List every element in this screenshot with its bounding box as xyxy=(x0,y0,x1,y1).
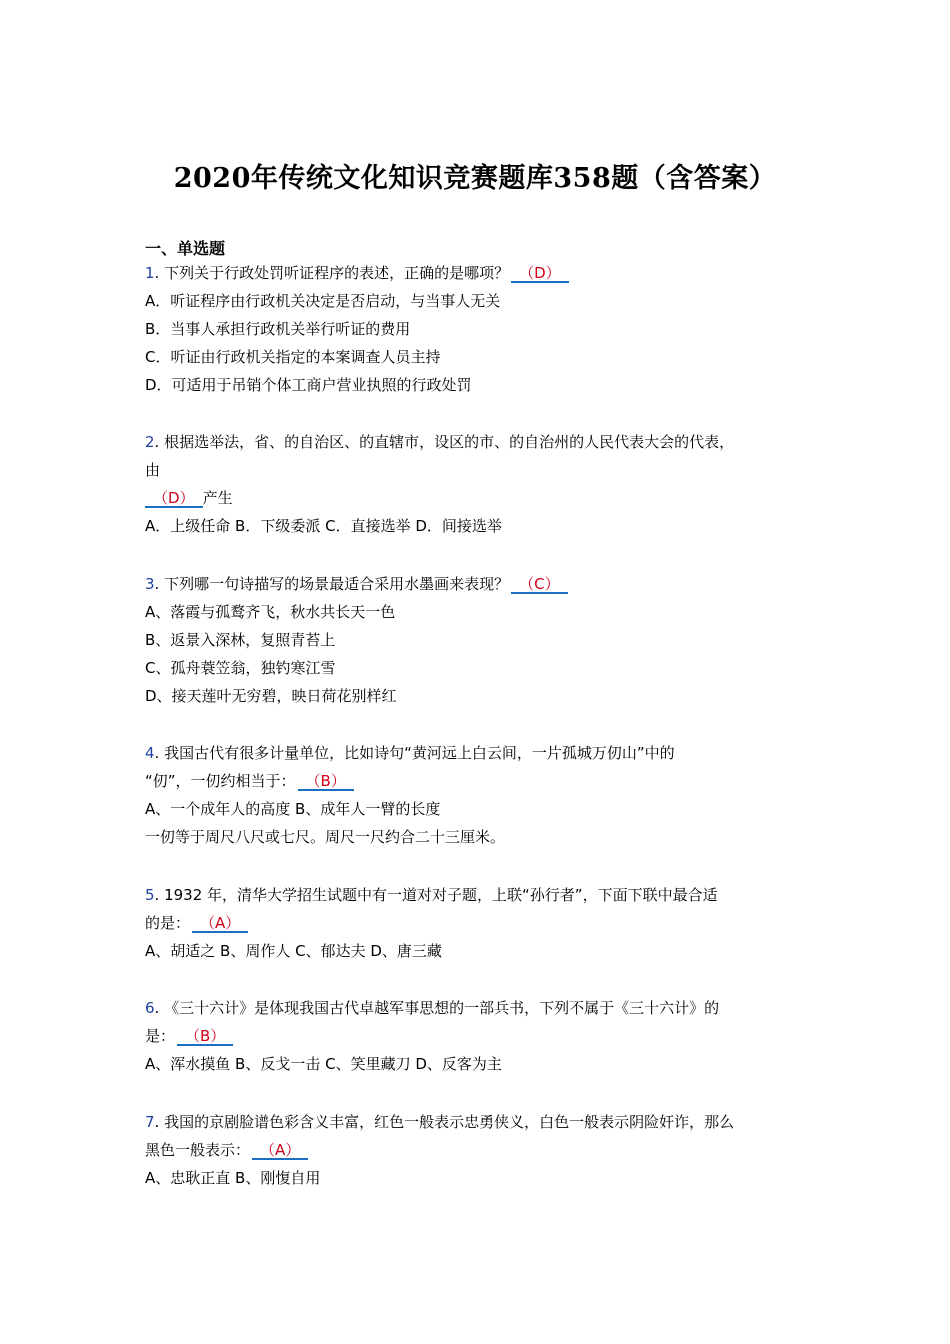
option-line: A．听证程序由行政机关决定是否启动，与当事人无关 xyxy=(145,292,501,310)
option-line: A、忠耿正直 B、刚愎自用 xyxy=(145,1169,321,1187)
question-number: 2 xyxy=(145,433,155,451)
question-text: 是： xyxy=(145,1027,176,1045)
answer-suffix: 产生 xyxy=(202,489,233,507)
question-1-stem xyxy=(145,263,569,283)
answer-line xyxy=(145,488,233,508)
question-text: 黑色一般表示： xyxy=(145,1141,251,1159)
question-text-continued xyxy=(145,1140,308,1160)
answer-mark: （A） xyxy=(252,1142,308,1160)
page-title: 2020年传统文化知识竞赛题库358题（含答案） xyxy=(173,163,777,194)
question-text: . 我国的京剧脸谱色彩含义丰富，红色一般表示忠勇侠义，白色一般表示阴险奸诈，那么 xyxy=(154,1113,735,1131)
answer-mark: （C） xyxy=(511,576,567,594)
question-number: 1 xyxy=(145,264,155,282)
question-number: 7 xyxy=(145,1113,155,1131)
question-5-stem xyxy=(145,885,718,905)
section-heading: 一、单选题 xyxy=(145,239,226,258)
question-number: 4 xyxy=(145,744,155,762)
answer-mark: （B） xyxy=(298,773,354,791)
question-text: . 1932 年，清华大学招生试题中有一道对对子题，上联“孙行者”，下面下联中最合适 xyxy=(154,886,718,904)
option-line: B、返景入深林，复照青苔上 xyxy=(145,631,336,649)
question-text-continued xyxy=(145,1026,233,1046)
option-line: D、接天莲叶无穷碧，映日荷花别样红 xyxy=(145,687,397,705)
question-4-stem xyxy=(145,743,675,763)
question-number: 6 xyxy=(145,999,155,1017)
option-line: B．当事人承担行政机关举行听证的费用 xyxy=(145,320,411,338)
question-text: “仞”，一仞约相当于： xyxy=(145,772,296,790)
question-text-continued xyxy=(145,771,354,791)
question-text: . 根据选举法，省、的自治区、的直辖市，设区的市、的自治州的人民代表大会的代表， xyxy=(154,433,735,451)
question-text: . 下列哪一句诗描写的场景最适合采用水墨画来表现？ xyxy=(154,575,510,593)
answer-mark: （B） xyxy=(177,1028,233,1046)
question-text: . 我国古代有很多计量单位，比如诗句“黄河远上白云间，一片孤城万仞山”中的 xyxy=(154,744,675,762)
explanation-line: 一仞等于周尺八尺或七尺。周尺一尺约合二十三厘米。 xyxy=(145,828,506,846)
question-3-stem xyxy=(145,574,568,594)
question-text: . 下列关于行政处罚听证程序的表述，正确的是哪项？ xyxy=(154,264,510,282)
question-7-stem xyxy=(145,1112,734,1132)
answer-mark: （D） xyxy=(511,265,569,283)
option-line: A、浑水摸鱼 B、反戈一击 C、笑里藏刀 D、反客为主 xyxy=(145,1055,502,1073)
option-line: C、孤舟蓑笠翁，独钓寒江雪 xyxy=(145,659,336,677)
answer-mark: （D） xyxy=(145,490,203,508)
option-line: A、胡适之 B、周作人 C、郁达夫 D、唐三藏 xyxy=(145,942,442,960)
question-text: . 《三十六计》是体现我国古代卓越军事思想的一部兵书，下列不属于《三十六计》的 xyxy=(154,999,720,1017)
question-text-continued: 由 xyxy=(145,461,161,479)
question-text-continued xyxy=(145,913,248,933)
question-number: 5 xyxy=(145,886,155,904)
question-6-stem xyxy=(145,998,719,1018)
option-line: C．听证由行政机关指定的本案调查人员主持 xyxy=(145,348,441,366)
option-line: A．上级任命 B．下级委派 C．直接选举 D．间接选举 xyxy=(145,517,502,535)
question-number: 3 xyxy=(145,575,155,593)
option-line: D．可适用于吊销个体工商户营业执照的行政处罚 xyxy=(145,376,472,394)
option-line: A、落霞与孤鹜齐飞，秋水共长天一色 xyxy=(145,603,396,621)
question-text: 的是： xyxy=(145,914,191,932)
option-line: A、一个成年人的高度 B、成年人一臂的长度 xyxy=(145,800,441,818)
question-2-stem xyxy=(145,432,734,452)
answer-mark: （A） xyxy=(192,915,248,933)
